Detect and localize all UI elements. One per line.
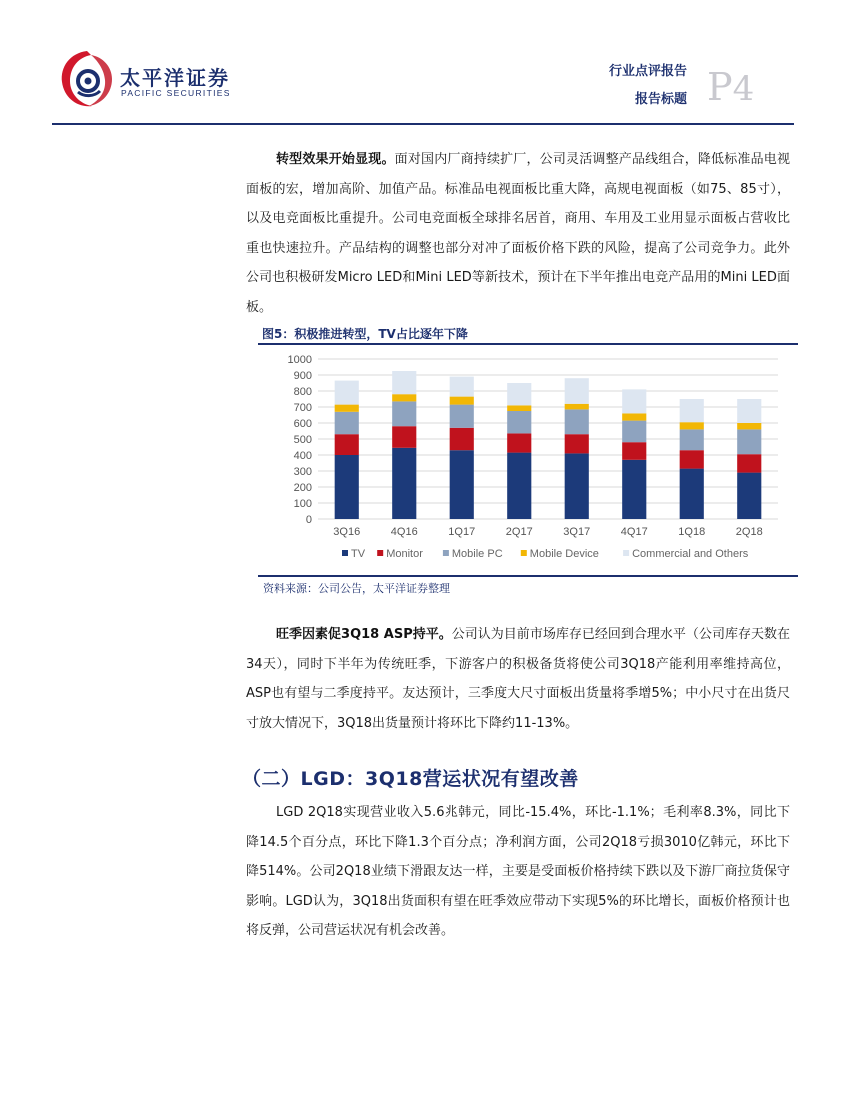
bar-segment-mobile-device: [680, 422, 704, 429]
legend-swatch: [623, 550, 629, 556]
bar-segment-monitor: [392, 426, 416, 448]
bar-segment-mobile-device: [392, 394, 416, 401]
paragraph-lead: 旺季因素促3Q18 ASP持平。: [276, 627, 452, 642]
x-tick-label: 4Q16: [390, 526, 418, 538]
bar-segment-tv: [565, 453, 589, 519]
bar-segment-commercial-and-others: [335, 381, 359, 405]
bar-segment-monitor: [622, 442, 646, 460]
figure-top-rule: [258, 343, 798, 345]
bar-segment-mobile-device: [507, 405, 531, 411]
report-type: 行业点评报告: [608, 64, 687, 79]
stacked-bar-chart: [258, 346, 798, 574]
bar-segment-monitor: [450, 428, 474, 450]
bar-segment-mobile-pc: [507, 411, 531, 433]
bar-segment-tv: [622, 460, 646, 519]
bar-segment-mobile-pc: [450, 405, 474, 428]
bar-segment-commercial-and-others: [680, 399, 704, 422]
legend-label: Monitor: [386, 548, 423, 560]
legend-swatch: [521, 550, 527, 556]
bar-segment-mobile-device: [565, 404, 589, 410]
paragraph-lgd: [246, 798, 790, 946]
x-tick-label: 2Q18: [735, 526, 763, 538]
x-tick-label: 1Q18: [678, 526, 706, 538]
legend-label: Mobile Device: [529, 548, 599, 560]
figure-source: 资料来源：公司公告，太平洋证券整理: [263, 582, 450, 595]
paragraph-body: LGD 2Q18实现营业收入5.6兆韩元，同比-15.4%，环比-1.1%；毛利率8.3%，同比下降14.5个百分点，环比下降1.3个百分点；净利润方面，公司2Q18亏损3010亿韩元，环比下降514%。公司2Q18业绩下滑跟友达一样，主要是受面板价格持续下跌以及下游厂商拉货保守影响。LGD认为，3Q18出货面积有望在旺季效应带动下实现5%的环比增长，面板价格预计也将反弹，公司营运状况有机会改善。: [246, 805, 790, 938]
legend-label: Commercial and Others: [632, 548, 749, 560]
bar-segment-commercial-and-others: [392, 371, 416, 394]
y-tick-label: 900: [293, 370, 312, 382]
bar-segment-commercial-and-others: [622, 389, 646, 413]
x-tick-label: 2Q17: [505, 526, 533, 538]
bar-segment-mobile-device: [737, 423, 761, 429]
legend-label: TV: [351, 548, 366, 560]
page-digit: 4: [732, 69, 755, 109]
x-tick-label: 3Q16: [333, 526, 361, 538]
y-tick-label: 100: [293, 498, 312, 510]
brand-name-en: PACIFIC SECURITIES: [121, 88, 231, 98]
bar-segment-tv: [392, 448, 416, 519]
bar-segment-monitor: [680, 450, 704, 468]
legend-label: Mobile PC: [451, 548, 503, 560]
y-tick-label: 800: [293, 386, 312, 398]
bar-segment-mobile-pc: [392, 401, 416, 426]
bar-segment-mobile-pc: [680, 429, 704, 450]
paragraph-body: 公司认为目前市场库存已经回到合理水平（公司库存天数在34天），同时下半年为传统旺季，下游客户的积极备货将使公司3Q18产能利用率维持高位，ASP也有望与二季度持平。友达预计，三季度大尺寸面板出货量将季增5%；中小尺寸在出货尺寸放大情况下，3Q18出货量预计将环比下降约11-13%。: [246, 627, 790, 731]
y-tick-label: 300: [293, 466, 312, 478]
figure-bottom-rule: [258, 575, 798, 577]
page-letter: P: [707, 65, 733, 109]
pacific-securities-logo: [58, 48, 116, 110]
report-title: 报告标题: [634, 92, 687, 107]
paragraph-lead: 转型效果开始显现。: [276, 152, 395, 167]
page-number: [707, 65, 755, 109]
figure-title: 图5：积极推进转型，TV占比逐年下降: [262, 327, 468, 341]
bar-segment-monitor: [565, 434, 589, 453]
bar-segment-commercial-and-others: [507, 383, 531, 405]
bar-segment-tv: [450, 450, 474, 519]
bar-segment-mobile-device: [335, 405, 359, 412]
bar-segment-commercial-and-others: [737, 399, 761, 423]
y-tick-label: 200: [293, 482, 312, 494]
paragraph-asp: [246, 620, 790, 738]
bar-segment-tv: [335, 455, 359, 519]
x-tick-label: 1Q17: [448, 526, 476, 538]
bar-segment-tv: [680, 469, 704, 519]
bar-segment-mobile-device: [622, 413, 646, 420]
bar-segment-mobile-pc: [335, 412, 359, 434]
y-tick-label: 0: [305, 514, 312, 526]
bar-segment-tv: [737, 473, 761, 519]
legend-swatch: [342, 550, 348, 556]
legend-swatch: [377, 550, 383, 556]
bar-segment-monitor: [737, 454, 761, 472]
bar-segment-mobile-device: [450, 397, 474, 405]
bar-segment-monitor: [335, 434, 359, 455]
bar-segment-commercial-and-others: [450, 377, 474, 397]
legend-swatch: [443, 550, 449, 556]
paragraph-transformation: [246, 145, 790, 322]
bar-segment-commercial-and-others: [565, 378, 589, 404]
bar-segment-mobile-pc: [737, 429, 761, 454]
y-tick-label: 600: [293, 418, 312, 430]
x-tick-label: 3Q17: [563, 526, 591, 538]
bar-segment-tv: [507, 453, 531, 519]
y-tick-label: 500: [293, 434, 312, 446]
paragraph-body: 面对国内厂商持续扩厂，公司灵活调整产品线组合，降低标准品电视面板的宏，增加高阶、加值产品。标准品电视面板比重大降，高规电视面板（如75、85寸），以及电竞面板比重提升。公司电竞面板全球排名居首，商用、车用及工业用显示面板占营收比重也快速拉升。产品结构的调整也部分对冲了面板价格下跌的风险，提高了公司竞争力。此外公司也积极研发Micro LED和Mini LED等新技术，预计在下半年推出电竞产品用的Mini LED面板。: [246, 152, 790, 315]
y-tick-label: 400: [293, 450, 312, 462]
header-divider: [52, 123, 794, 125]
y-tick-label: 700: [293, 402, 312, 414]
y-tick-label: 1000: [287, 354, 312, 366]
bar-segment-mobile-pc: [622, 421, 646, 443]
brand-name-cn: 太平洋证券: [120, 66, 230, 90]
bar-segment-monitor: [507, 433, 531, 452]
x-tick-label: 4Q17: [620, 526, 648, 538]
section-heading: （二）LGD：3Q18营运状况有望改善: [242, 768, 579, 790]
report-header: [0, 0, 850, 128]
bar-segment-mobile-pc: [565, 409, 589, 434]
